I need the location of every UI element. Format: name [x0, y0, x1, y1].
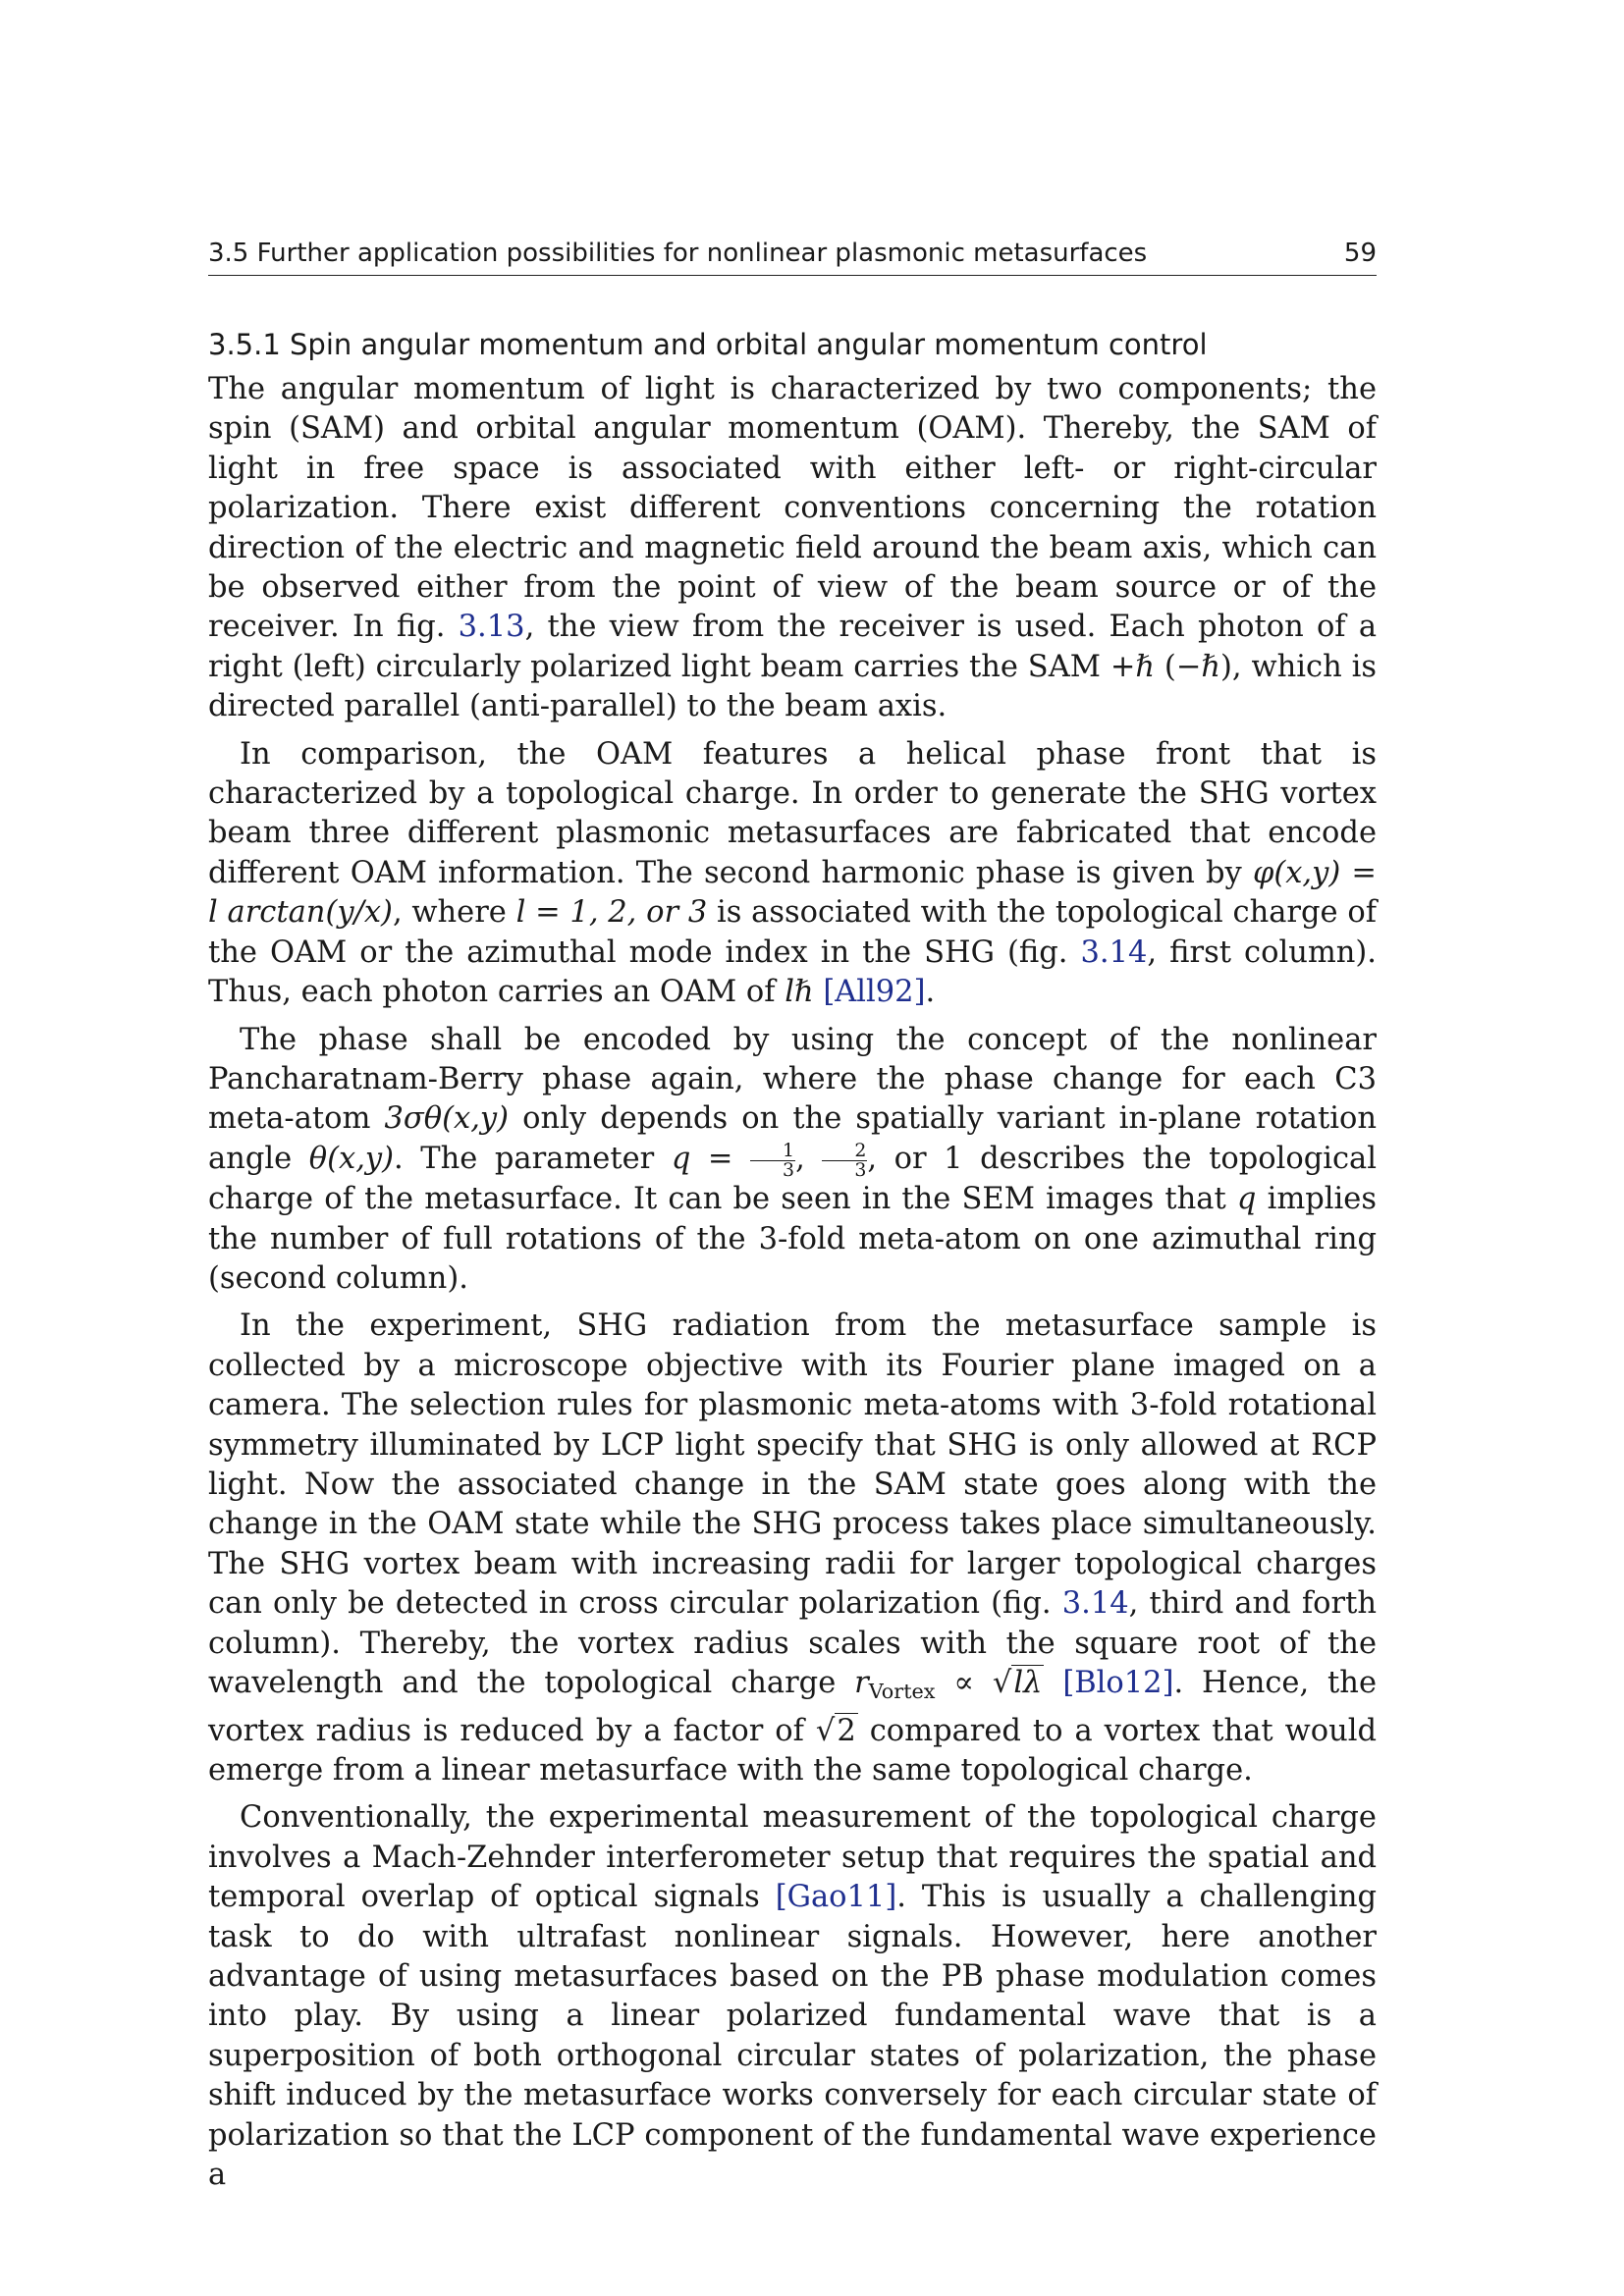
fraction-two-thirds — [822, 1142, 867, 1180]
citation-blo12[interactable]: [Blo12] — [1062, 1666, 1174, 1700]
equation-subscript: Vortex — [868, 1680, 936, 1704]
fraction-numerator: 2 — [822, 1142, 867, 1161]
text-run — [1044, 1666, 1062, 1700]
fraction-one-third — [750, 1142, 795, 1180]
running-title: 3.5 Further application possibilities for nonlinear plasmonic metasurfaces — [208, 239, 1148, 268]
paragraph-5 — [208, 1798, 1377, 2195]
text-run: , first column). Thus, each photon carries an OAM of — [208, 934, 1378, 1010]
figure-ref-3-13[interactable]: 3.13 — [458, 610, 525, 645]
page-number: 59 — [1343, 239, 1377, 268]
equation-q: q — [1236, 1182, 1257, 1217]
text-run: , where — [392, 895, 516, 931]
fraction-denominator: 3 — [854, 1159, 867, 1182]
equation-rotation-angle: θ(x,y) — [308, 1141, 395, 1176]
equation-q-prefix: q = — [671, 1141, 751, 1176]
body-text — [208, 370, 1377, 2196]
equation-l-values: l = 1, 2, or 3 — [515, 895, 708, 931]
equation-vortex-radius: r — [854, 1666, 869, 1700]
fraction-denominator: 3 — [783, 1159, 795, 1182]
section-title: Spin angular momentum and orbital angular momentum control — [290, 328, 1208, 361]
text-run: In the experiment, SHG radiation from the metasurface sample is collected by a microscope objective with its Fourier plane imaged on a camera. The selection rules for plasmonic meta-atoms with 3-fold rotational symmetry illuminated by LCP light specify that SHG is only allowed at RCP light. Now the associated change in the SAM state goes along with the change in the OAM state while the SHG process takes place simultaneously. The SHG vortex beam with increasing radii for larger topological charges can only be detected in cross circular polarization (fig. — [208, 1308, 1377, 1622]
equation-phase: φ(x,y) = l arctan(y/x) — [208, 855, 1377, 931]
equation-sqrt-two: 2 — [837, 1713, 856, 1748]
text-run: Conventionally, the experimental measurement of the topological charge involves a Mach-Zehnder interferometer setup that requires the spatial and temporal overlap of optical signals — [208, 1800, 1377, 1915]
citation-gao11[interactable]: [Gao11] — [775, 1880, 897, 1915]
text-run: , or 1 — [867, 1141, 963, 1176]
running-header — [208, 236, 1377, 276]
paragraph-3 — [208, 1021, 1377, 1300]
fraction-numerator: 1 — [750, 1142, 795, 1161]
text-run: , the view from the receiver is used. Each photon of a right (left) circularly polarized light beam carries the SAM +ℏ (−ℏ), which is directed parallel (anti-parallel) to the beam axis. — [208, 610, 1378, 724]
section-heading — [208, 325, 1377, 364]
equation-radicand: lλ — [1013, 1666, 1043, 1700]
citation-all92[interactable]: [All92] — [823, 975, 926, 1010]
paragraph-1 — [208, 370, 1377, 727]
section-number: 3.5.1 — [208, 328, 281, 361]
text-run: , — [795, 1141, 823, 1176]
text-run: . Hence, the vortex radius is reduced by a factor of √ — [208, 1666, 1377, 1748]
text-run: The angular momentum of light is characterized by two components; the spin (SAM) and orbital angular momentum (OAM). Thereby, the SAM of light in free space is associated with either left- or right-circular polarization. There exist different conventions concerning the rotation direction of the electric and magnetic field around the beam axis, which can be observed either from the point of view of the beam source or of the receiver. In fig. — [208, 372, 1377, 645]
text-run: . — [925, 975, 936, 1010]
text-run: The phase shall be encoded by using the concept of the nonlinear Pancharatnam-Berry phase again, where the phase change for each C3 meta-atom — [208, 1022, 1377, 1137]
text-run: , third and forth column). Thereby, the vortex radius scales with the square root of the wavelength and the topological charge — [208, 1586, 1377, 1700]
figure-ref-3-14[interactable]: 3.14 — [1061, 1586, 1129, 1622]
equation-proportional: ∝ √ — [935, 1666, 1012, 1700]
paragraph-4 — [208, 1307, 1377, 1790]
figure-ref-3-14[interactable]: 3.14 — [1080, 934, 1148, 970]
text-run: In comparison, the OAM features a helical phase front that is characterized by a topological charge. In order to generate the SHG vortex beam three different plasmonic metasurfaces are fabricated that encode different OAM information. The second harmonic phase is given by — [208, 736, 1377, 890]
text-run: compared to a vortex that would emerge from a linear metasurface with the same topological charge. — [208, 1713, 1377, 1789]
text-run: . This is usually a challenging task to do with ultrafast nonlinear signals. However, here another advantage of using metasurfaces based on the PB phase modulation comes into play. By using a linear polarized fundamental wave that is a superposition of both orthogonal circular states of polarization, the phase shift induced by the metasurface works conversely for each circular state of polarization so that the LCP component of the fundamental wave experience a — [208, 1880, 1378, 2193]
equation-oam: lℏ — [785, 975, 814, 1010]
text-run: implies the number of full rotations of the 3-fold meta-atom on one azimuthal ring (second column). — [208, 1182, 1377, 1296]
text-run — [814, 975, 824, 1009]
text-run: . The parameter — [394, 1141, 672, 1176]
text-run: describes the topological charge of the metasurface. It can be seen in the SEM images that — [208, 1141, 1377, 1217]
text-run: is associated with the topological charge of the OAM or the azimuthal mode index in the SHG (fig. — [208, 895, 1377, 970]
page — [208, 236, 1377, 2204]
equation-phase-change: 3σθ(x,y) — [384, 1101, 510, 1137]
text-run: only depends on the spatially variant in-plane rotation angle — [208, 1101, 1377, 1176]
paragraph-2 — [208, 735, 1377, 1013]
